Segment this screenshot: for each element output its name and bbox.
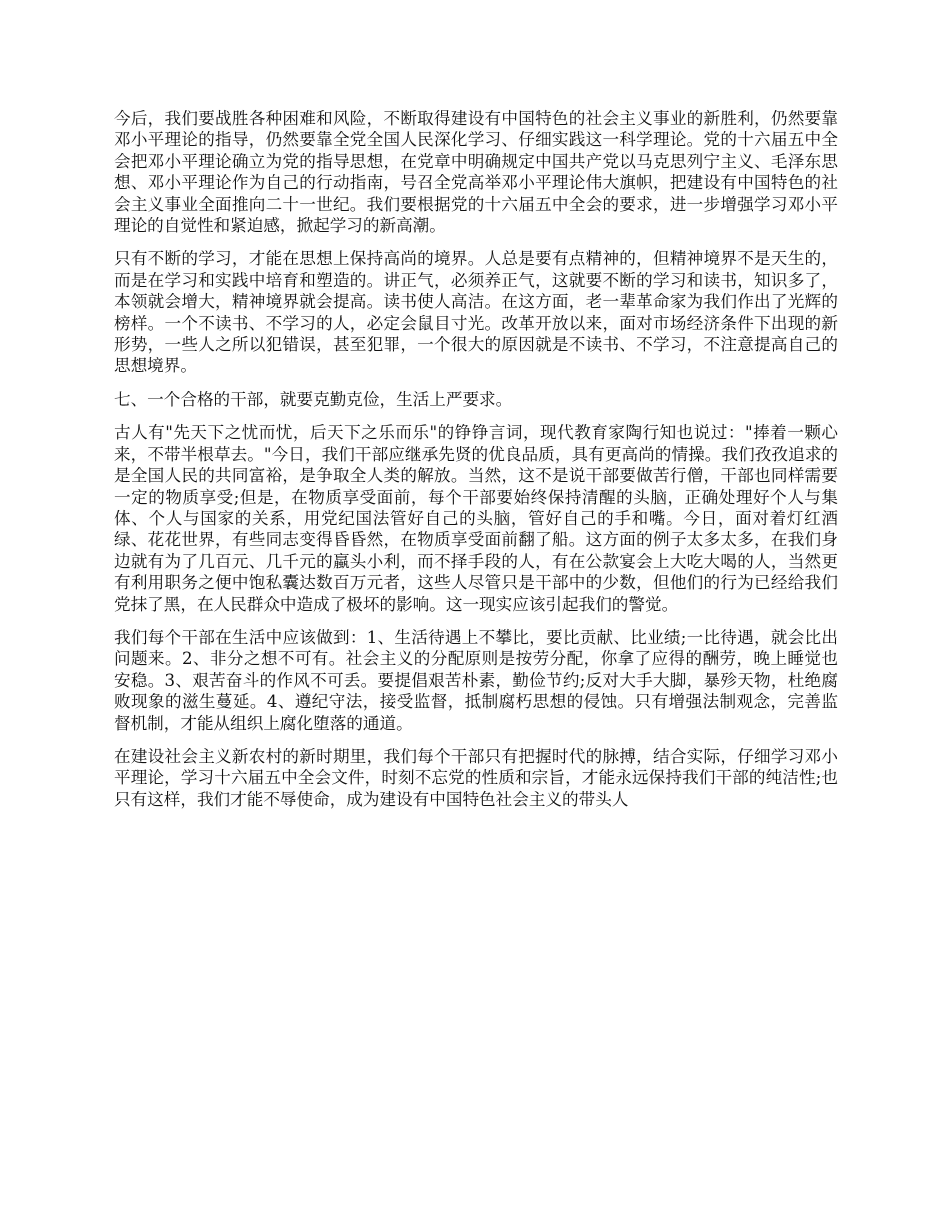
paragraph-ancient-sayings: 古人有"先天下之忧而忧，后天下之乐而乐"的铮铮言词，现代教育家陶行知也说过："捧着一颗心来，不带半根草去。"今日，我们干部应继承先贤的优良品质，具有更高尚的情操。我们孜孜追求的是全国人民的共同富裕，是争取全人类的解放。当然，这不是说干部要做苦行僧，干部也同样需要一定的物质享受;但是，在物质享受面前，每个干部要始终保持清醒的头脑，正确处理好个人与集体、个人与国家的关系，用党纪国法管好自己的头脑，管好自己的手和嘴。今日，面对着灯红酒绿、花花世界，有些同志变得昏昏然，在物质享受面前翻了船。这方面的例子太多太多，在我们身边就有为了几百元、几千元的蠃头小利，而不择手段的人，有在公款宴会上大吃大喝的人，当然更有利用职务之便中饱私囊达数百万元者，这些人尽管只是干部中的少数，但他们的行为已经给我们党抹了黑，在人民群众中造成了极坏的影响。这一现实应该引起我们的警觉。: [114, 423, 838, 614]
paragraph-cadre-requirements: 我们每个干部在生活中应该做到：1、生活待遇上不攀比，要比贡献、比业绩;一比待遇，就会比出问题来。2、非分之想不可有。社会主义的分配原则是按劳分配，你拿了应得的酬劳，晚上睡觉也安稳。3、艰苦奋斗的作风不可丢。要提倡艰苦朴素，勤俭节约;反对大手大脚，暴殄天物，杜绝腐败现象的滋生蔓延。4、遵纪守法，接受监督，抵制腐朽思想的侵蚀。只有增强法制观念，完善监督机制，才能从组织上腐化堕落的通道。: [114, 627, 838, 733]
document-page: [114, 108, 838, 822]
paragraph-study-deng-theory: 今后，我们要战胜各种困难和风险，不断取得建设有中国特色的社会主义事业的新胜利，仍然要靠邓小平理论的指导，仍然要靠全党全国人民深化学习、仔细实践这一科学理论。党的十六届五中全会把邓小平理论确立为党的指导思想，在党章中明确规定中国共产党以马克思列宁主义、毛泽东思想、邓小平理论作为自己的行动指南，号召全党高举邓小平理论伟大旗帜，把建设有中国特色的社会主义事业全面推向二十一世纪。我们要根据党的十六届五中全会的要求，进一步增强学习邓小平理论的自觉性和紧迫感，掀起学习的新高潮。: [114, 109, 838, 236]
paragraph-new-countryside: 在建设社会主义新农村的新时期里，我们每个干部只有把握时代的脉搏，结合实际，仔细学习邓小平理论，学习十六届五中全会文件，时刻不忘党的性质和宗旨，才能永远保持我们干部的纯洁性;也只有这样，我们才能不辱使命，成为建设有中国特色社会主义的带头人: [114, 746, 838, 809]
paragraph-continuous-learning: 只有不断的学习，才能在思想上保持高尚的境界。人总是要有点精神的，但精神境界不是天生的，而是在学习和实践中培育和塑造的。讲正气，必须养正气，这就要不断的学习和读书，知识多了，本领就会增大，精神境界就会提高。读书使人高洁。在这方面，老一辈革命家为我们作出了光辉的榜样。一个不读书、不学习的人，必定会鼠目寸光。改革开放以来，面对市场经济条件下出现的新形势，一些人之所以犯错误，甚至犯罪，一个很大的原因就是不读书、不学习，不注意提高自己的思想境界。: [114, 249, 838, 376]
section-heading-seven: 七、一个合格的干部，就要克勤克俭，生活上严要求。: [114, 389, 513, 409]
